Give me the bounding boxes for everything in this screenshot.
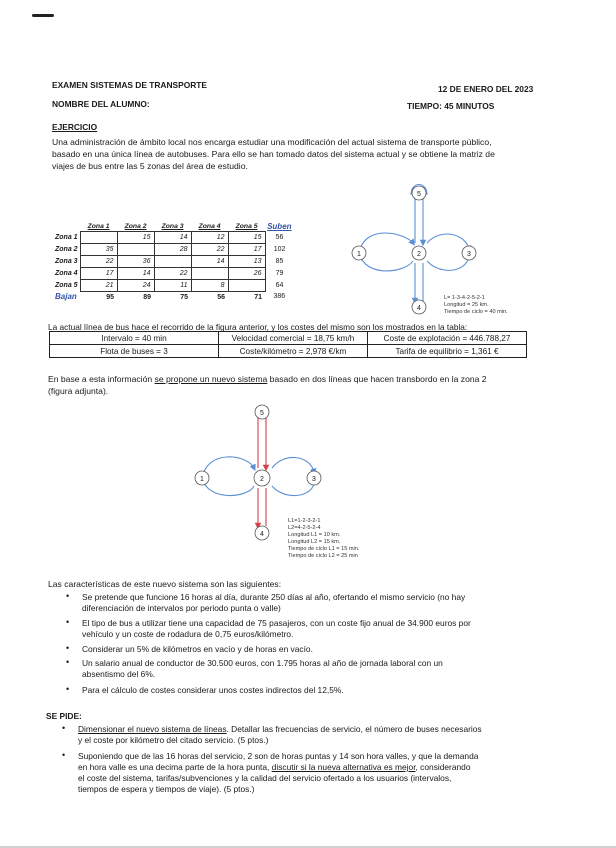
matrix-cell: 14 [154, 231, 191, 243]
matrix-cell: 22 [80, 255, 117, 267]
route-arc [359, 233, 413, 253]
text-line: Suponiendo que de las 16 horas del servicio, 2 son de horas puntas y 14 son hora valles, y que la demanda [78, 751, 479, 761]
bullet-icon: • [66, 643, 70, 653]
node-label: 4 [417, 305, 421, 312]
question-2 [78, 751, 478, 795]
node-label: 1 [200, 476, 204, 483]
matrix-cell: 13 [228, 255, 265, 267]
intro-line-2: basado en una única línea de autobuses. Para ello se han tomado datos del sistema actual y se obtiene la matriz de [52, 149, 495, 159]
matrix-cell: 12 [191, 231, 228, 243]
note-line: Tiempo de ciclo = 40 min. [444, 309, 508, 315]
text-line [78, 724, 482, 735]
text-line [78, 762, 478, 773]
exercise-heading: EJERCICIO [52, 122, 98, 132]
table-row [50, 332, 527, 345]
text-line: El tipo de bus a utilizar tiene una capacidad de 75 pasajeros, con un coste fijo anual de 34.900 euros por [82, 618, 471, 628]
row-sum: 79 [275, 269, 284, 277]
row-label: Zona 1 [55, 233, 78, 241]
line1-arc [202, 457, 254, 478]
bullet-icon: • [66, 684, 70, 694]
text-line: Un salario anual de conductor de 30.500 euros, con 1.795 horas al año de jornada laboral con un [82, 658, 443, 668]
proposal-line-2: (figura adjunta). [48, 386, 109, 396]
table-cell: Tarifa de equilibrio = 1,361 € [368, 345, 527, 358]
characteristic-2 [82, 618, 471, 640]
exam-date: 12 DE ENERO DEL 2023 [438, 84, 534, 94]
matrix-cell: 17 [228, 243, 265, 255]
matrix-cell: 22 [154, 267, 191, 279]
row-sum: 56 [275, 233, 284, 241]
note-line: L1=1-2-3-2-1 [288, 518, 321, 524]
row-label: Zona 4 [55, 269, 78, 277]
matrix-cell: 24 [117, 279, 154, 291]
text-line: absentismo del 6%. [82, 669, 156, 679]
col-total: 95 [106, 293, 115, 301]
matrix-cell: 26 [228, 267, 265, 279]
node-label: 5 [417, 191, 421, 198]
od-matrix [52, 222, 294, 303]
matrix-cell: 15 [117, 231, 154, 243]
table-cell: Intervalo = 40 min [50, 332, 219, 345]
diagram1-note [444, 295, 508, 316]
table-cell: Velocidad comercial = 18,75 km/h [219, 332, 368, 345]
note-line: Tiempo de ciclo L2 = 25 min [288, 553, 358, 559]
matrix-cell: 17 [80, 267, 117, 279]
route-arc [427, 257, 469, 270]
bullet-icon: • [66, 657, 70, 667]
matrix-cell: 36 [117, 255, 154, 267]
text-line: Se pretende que funcione 16 horas al día, durante 250 días al año, ofertando el mismo servicio (no hay [82, 592, 466, 602]
asked-heading: SE PIDE: [46, 711, 82, 721]
characteristic-4 [82, 658, 443, 680]
route-arc [359, 253, 413, 271]
node-label: 5 [260, 410, 264, 417]
matrix-cell: 28 [154, 243, 191, 255]
current-line-text: La actual línea de bus hace el recorrido de la figura anterior, y los costes del mismo son los mostrados en la tabla: [48, 322, 468, 332]
matrix-cell [191, 267, 228, 279]
col-total: 75 [180, 293, 189, 301]
matrix-cell [117, 243, 154, 255]
q2-link: discutir si la nueva alternativa es mejor [271, 762, 416, 772]
scan-mark [32, 14, 54, 17]
col-total: 89 [143, 293, 152, 301]
row-label: Zona 3 [55, 257, 78, 265]
col-total: 56 [217, 293, 226, 301]
current-cost-table [49, 331, 527, 358]
note-line: L2=4-2-5-2-4 [288, 525, 321, 531]
col-header: Zona 4 [198, 222, 221, 230]
matrix-cell: 14 [117, 267, 154, 279]
col-total: 71 [254, 293, 263, 301]
grand-total: 386 [273, 293, 286, 301]
matrix-cell: 35 [80, 243, 117, 255]
matrix-cell [80, 231, 117, 243]
totals-label: Bajan [55, 292, 77, 302]
bullet-icon: • [62, 750, 66, 760]
matrix-cell: 8 [191, 279, 228, 291]
col-header: Zona 5 [235, 222, 258, 230]
intro-line-3: viajes de bus entre las 5 zonas del área de estudio. [52, 161, 248, 171]
matrix-cell: 14 [191, 255, 228, 267]
node-label: 4 [260, 531, 264, 538]
intro-line-1: Una administración de ámbito local nos encarga estudiar una modificación del actual sistema de transporte público, [52, 137, 492, 147]
table-row [52, 255, 294, 267]
bullet-icon: • [62, 723, 66, 733]
text-line: tiempos de espera y tiempos de viaje). (5 ptos.) [78, 784, 255, 794]
text-line: vehículo y un coste de rodadura de 0,75 euros/kilómetro. [82, 629, 294, 639]
q1-rest: . Detallar las frecuencias de servicio, el número de buses necesarios [226, 724, 482, 734]
bullet-icon: • [66, 617, 70, 627]
table-cell: Coste de explotación = 446.788,27 [368, 332, 527, 345]
matrix-cell: 11 [154, 279, 191, 291]
question-1 [78, 724, 482, 746]
row-label: Zona 5 [55, 281, 78, 289]
row-label: Zona 2 [55, 245, 78, 253]
col-header: Zona 1 [87, 222, 110, 230]
col-header: Zona 2 [124, 222, 147, 230]
q1-link: Dimensionar el nuevo sistema de líneas [78, 724, 227, 734]
table-cell: Flota de buses = 3 [50, 345, 219, 358]
text-line: y el coste por kilómetro del citado servicio. (5 ptos.) [78, 735, 269, 745]
proposal-post: basado en dos líneas que hacen transbordo en la zona 2 [267, 374, 487, 384]
q2-post: , considerando [415, 762, 471, 772]
node-label: 1 [357, 251, 361, 258]
node-label: 2 [260, 476, 264, 483]
characteristic-5: Para el cálculo de costes considerar unos costes indirectos del 12,5%. [82, 685, 344, 695]
note-line: Longitud L1 = 10 km. [288, 532, 341, 538]
proposal-text [48, 374, 487, 385]
proposal-pre: En base a esta información [48, 374, 155, 384]
q2-pre: en hora valle es una decima parte de la hora punta, [78, 762, 272, 772]
characteristic-1 [82, 592, 465, 614]
totals-row [52, 291, 294, 303]
row-sum: 85 [275, 257, 284, 265]
table-row [50, 345, 527, 358]
col-header: Zona 3 [161, 222, 184, 230]
exam-time: TIEMPO: 45 MINUTOS [407, 101, 495, 111]
table-row [52, 279, 294, 291]
matrix-cell: 15 [228, 231, 265, 243]
student-name-label: NOMBRE DEL ALUMNO: [52, 99, 150, 109]
matrix-cell [228, 279, 265, 291]
diagram2-note [288, 518, 359, 560]
route-arc [427, 234, 469, 249]
text-line: diferenciación de intervalos por periodo punta o valle) [82, 603, 281, 613]
note-line: Longitud = 25 km. [444, 302, 489, 308]
text-line: el coste del sistema, tarifas/subvenciones y la calidad del servicio ofertado a los usuarios (intervalos, [78, 773, 452, 783]
note-line: Longitud L2 = 15 km. [288, 539, 341, 545]
note-line: L= 1-3-4-2-5-2-1 [444, 295, 485, 301]
characteristic-3: Considerar un 5% de kilómetros en vacío y de horas en vacío. [82, 644, 313, 654]
matrix-cell: 22 [191, 243, 228, 255]
matrix-cell: 21 [80, 279, 117, 291]
table-row [52, 231, 294, 243]
node-label: 3 [312, 476, 316, 483]
exam-title: EXAMEN SISTEMAS DE TRANSPORTE [52, 80, 207, 90]
proposal-link: se propone un nuevo sistema [154, 374, 268, 384]
row-sum: 102 [273, 245, 286, 253]
table-row [52, 243, 294, 255]
sum-header: Suben [267, 222, 292, 231]
line1-arc [202, 478, 254, 496]
line1-arc [272, 457, 314, 472]
row-sum: 64 [275, 281, 284, 289]
node-label: 2 [417, 251, 421, 258]
node-label: 3 [467, 251, 471, 258]
table-row [52, 267, 294, 279]
bullet-icon: • [66, 591, 70, 601]
note-line: Tiempo de ciclo L1 = 15 min. [288, 546, 360, 552]
line1-arc [272, 484, 314, 496]
characteristics-heading: Las características de este nuevo sistema son las siguientes: [48, 579, 282, 589]
table-cell: Coste/kilómetro = 2,978 €/km [219, 345, 368, 358]
matrix-cell [154, 255, 191, 267]
